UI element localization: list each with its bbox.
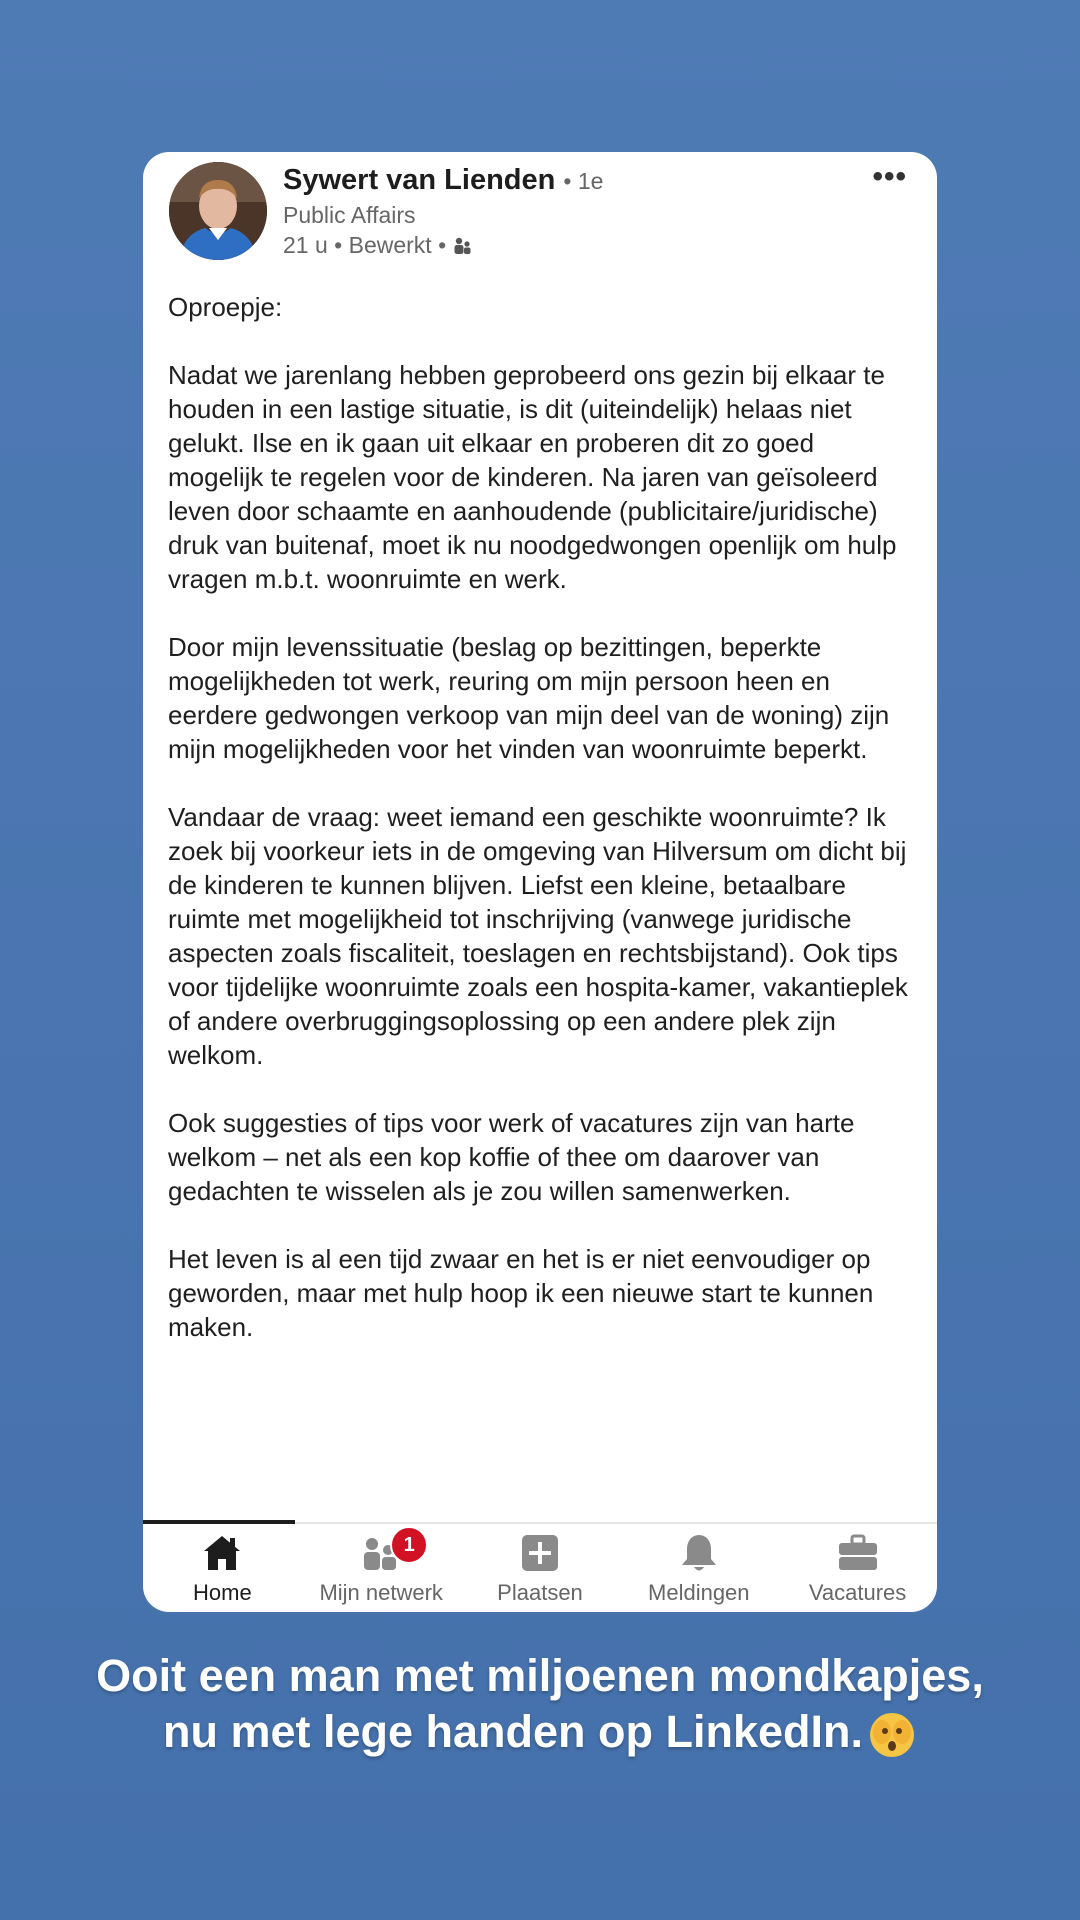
author-headline: Public Affairs — [283, 202, 416, 228]
briefcase-icon — [835, 1530, 881, 1576]
caption-line-2: nu met lege handen op LinkedIn. — [162, 1706, 864, 1757]
avatar-photo — [169, 162, 267, 260]
connections-visibility-icon — [452, 236, 472, 256]
notification-badge: 1 — [390, 1526, 428, 1564]
author-name[interactable]: Sywert van Lienden — [283, 164, 556, 196]
post-plus-icon — [517, 1530, 563, 1576]
nav-my-network-label: Mijn netwerk — [319, 1580, 443, 1605]
bottom-navigation — [143, 1524, 937, 1612]
nav-notifications[interactable] — [620, 1524, 778, 1606]
post-paragraph: Het leven is al een tijd zwaar en het is er niet eenvoudiger op geworden, maar met hulp hoop ik een nieuwe start te kunnen maken. — [168, 1244, 874, 1342]
nav-jobs-label: Vacatures — [808, 1580, 907, 1605]
nav-jobs[interactable] — [779, 1524, 937, 1606]
post-meta — [283, 232, 472, 259]
nav-notifications-label: Meldingen — [648, 1580, 750, 1605]
nav-post-label: Plaatsen — [497, 1580, 583, 1605]
post-paragraph: Door mijn levenssituatie (beslag op bezittingen, beperkte mogelijkheden tot werk, reuring om mijn persoon heen en eerdere gedwongen verkoop van mijn deel van de woning) zijn mijn mogelijkheden voor het vinden van woonruimte beperkt. — [168, 632, 890, 764]
nav-my-network[interactable] — [302, 1524, 460, 1606]
nav-home-label: Home — [193, 1580, 252, 1605]
post-body — [168, 290, 913, 1378]
story-caption — [0, 1648, 1080, 1760]
post-header — [143, 152, 937, 272]
more-options-icon[interactable]: ••• — [872, 160, 907, 193]
connection-degree: • 1e — [563, 168, 604, 194]
post-paragraph: Nadat we jarenlang hebben geprobeerd ons gezin bij elkaar te houden in een lastige situatie, is dit (uiteindelijk) helaas niet gelukt. Ilse en ik gaan uit elkaar en proberen dit zo goed mogelijk te regelen voor de kinderen. Na jaren van geïsoleerd leven door schaamte en aanhoudende (publicitaire/juridische) druk van buitenaf, moet ik nu noodgedwongen openlijk om hulp vragen m.b.t. woonruimte en werk. — [168, 360, 897, 594]
nav-home[interactable] — [143, 1524, 301, 1606]
caption-line-1: Ooit een man met miljoenen mondkapjes, — [96, 1650, 984, 1701]
post-paragraph: Ook suggesties of tips voor werk of vacatures zijn van harte welkom – net als een kop koffie of thee om daarover van gedachten te wisselen als je zou willen samenwerken. — [168, 1108, 855, 1206]
post-paragraph: Vandaar de vraag: weet iemand een geschikte woonruimte? Ik zoek bij voorkeur iets in de omgeving van Hilversum om dicht bij de kinderen te kunnen blijven. Liefst een kleine, betaalbare ruimte met mogelijkheid tot inschrijving (vanwege juridische aspecten zoals fiscaliteit, toeslagen en rechtsbijstand). Ook tips voor tijdelijke woonruimte zoals een hospita-kamer, vakantieplek of andere overbruggingsoplossing op een andere plek zijn welkom. — [168, 802, 908, 1070]
author-name-line[interactable] — [283, 164, 603, 197]
caption-line-2-wrap — [0, 1704, 1080, 1760]
author-avatar[interactable] — [169, 162, 267, 260]
post-paragraph: Oproepje: — [168, 292, 283, 322]
nav-post[interactable] — [461, 1524, 619, 1606]
face-with-hand-over-mouth-emoji-icon — [867, 1710, 917, 1760]
home-icon — [199, 1530, 245, 1576]
bell-icon — [676, 1530, 722, 1576]
linkedin-post-card — [143, 152, 937, 1612]
post-timestamp: 21 u • Bewerkt • — [283, 232, 447, 258]
